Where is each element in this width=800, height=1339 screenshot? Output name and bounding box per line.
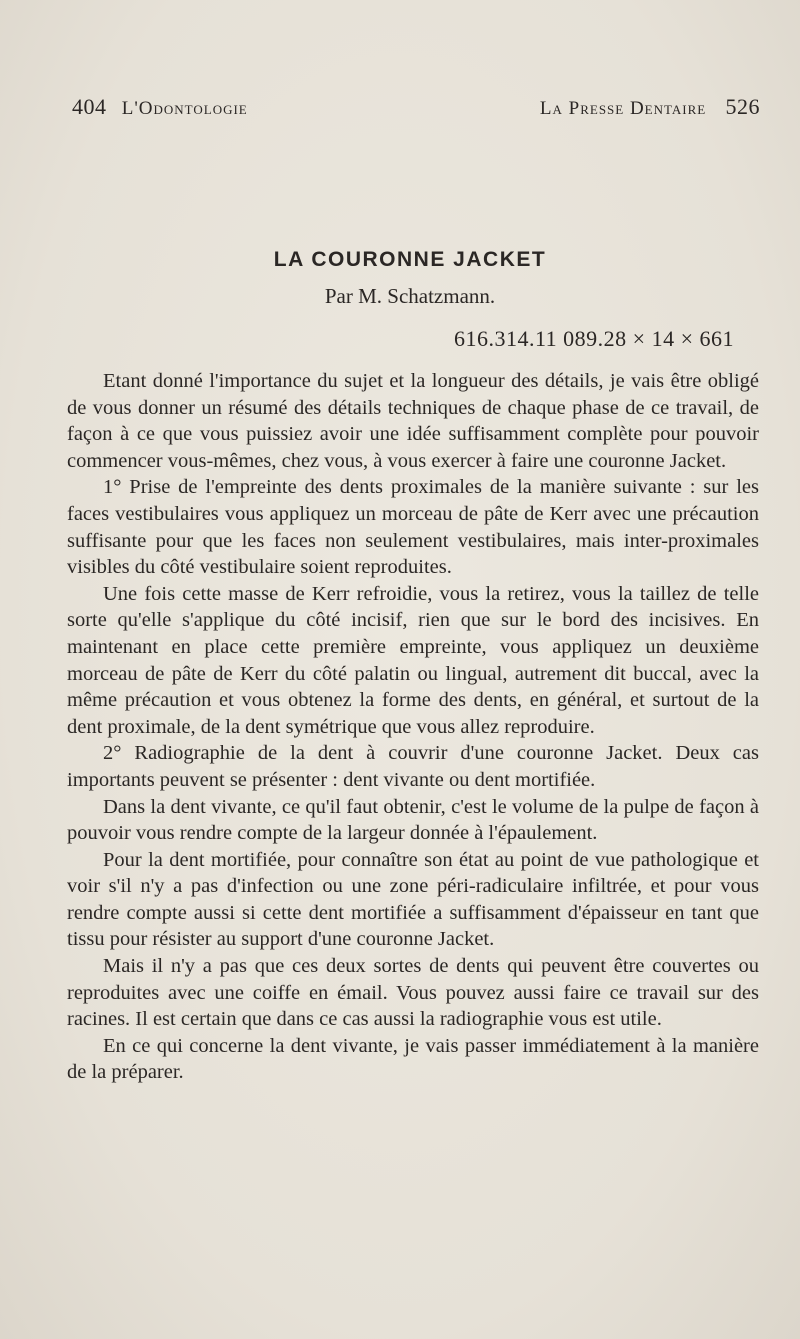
paragraph: Mais il n'y a pas que ces deux sortes de dents qui peuvent être couvertes ou reproduites avec une coiffe en émail. Vous pouvez aussi faire ce travail sur des racines. Il est certain que dans ce cas aussi la radiographie vous est utile.: [67, 955, 759, 1031]
journal-title-left: L'Odontologie: [121, 98, 248, 119]
right-page-number: 526: [725, 94, 760, 119]
article-author: [0, 284, 800, 309]
header-left: [72, 94, 248, 120]
article-title: LA COURONNE JACKET: [273, 248, 547, 271]
paragraph: Une fois cette masse de Kerr refroidie, vous la retirez, vous la taillez de telle sorte qu'elle s'applique du côté incisif, rien que sur le bord des incisives. En maintenant en place cette première empreinte, vous appliquez un deuxième morceau de pâte de Kerr du côté palatin ou lingual, autrement dit buccal, avec la même précaution et vous obtenez la forme des dents, en général, et surtout de la dent proximale, de la dent symétrique que vous allez reproduire.: [67, 582, 759, 738]
author-text: Par M. Schatzmann.: [324, 284, 496, 308]
paragraph: Pour la dent mortifiée, pour connaître son état au point de vue pathologique et voir s'il n'y a pas d'infection ou une zone péri-radiculaire infiltrée, et pour vous rendre compte aussi si cette dent mortifiée a suffisamment d'épaisseur en tant que tissu pour résister au support d'une couronne Jacket.: [67, 848, 759, 951]
article-body: [67, 368, 759, 1086]
header-right: [540, 94, 760, 120]
paragraph: En ce qui concerne la dent vivante, je vais passer immédiatement à la manière de la préparer.: [67, 1034, 759, 1084]
paragraph: 2° Radiographie de la dent à couvrir d'une couronne Jacket. Deux cas importants peuvent se présenter : dent vivante ou dent mortifiée.: [67, 742, 759, 791]
running-header: [72, 94, 760, 124]
classification-code: 616.314.11 089.28 × 14 × 661: [454, 326, 734, 351]
paragraph: Dans la dent vivante, ce qu'il faut obtenir, c'est le volume de la pulpe de façon à pouvoir vous rendre compte de la largeur donnée à l'épaulement.: [67, 795, 759, 845]
left-page-number: 404: [72, 94, 107, 119]
paragraph: Etant donné l'importance du sujet et la longueur des détails, je vais être obligé de vous donner un résumé des détails techniques de chaque phase de ce travail, de façon à ce que vous puissiez avoir une idée suffisamment complète pour pouvoir commencer vous-mêmes, chez vous, à vous exercer à faire une couronne Jacket.: [67, 370, 759, 472]
journal-title-right: La Presse Dentaire: [539, 98, 707, 119]
paragraph: 1° Prise de l'empreinte des dents proximales de la manière suivante : sur les faces vestibulaires vous appliquez un morceau de pâte de Kerr avec une précaution suffisante pour que les faces non seulement vestibulaires, mais inter-proximales visibles du côté vestibulaire soient reproduites.: [67, 476, 759, 579]
